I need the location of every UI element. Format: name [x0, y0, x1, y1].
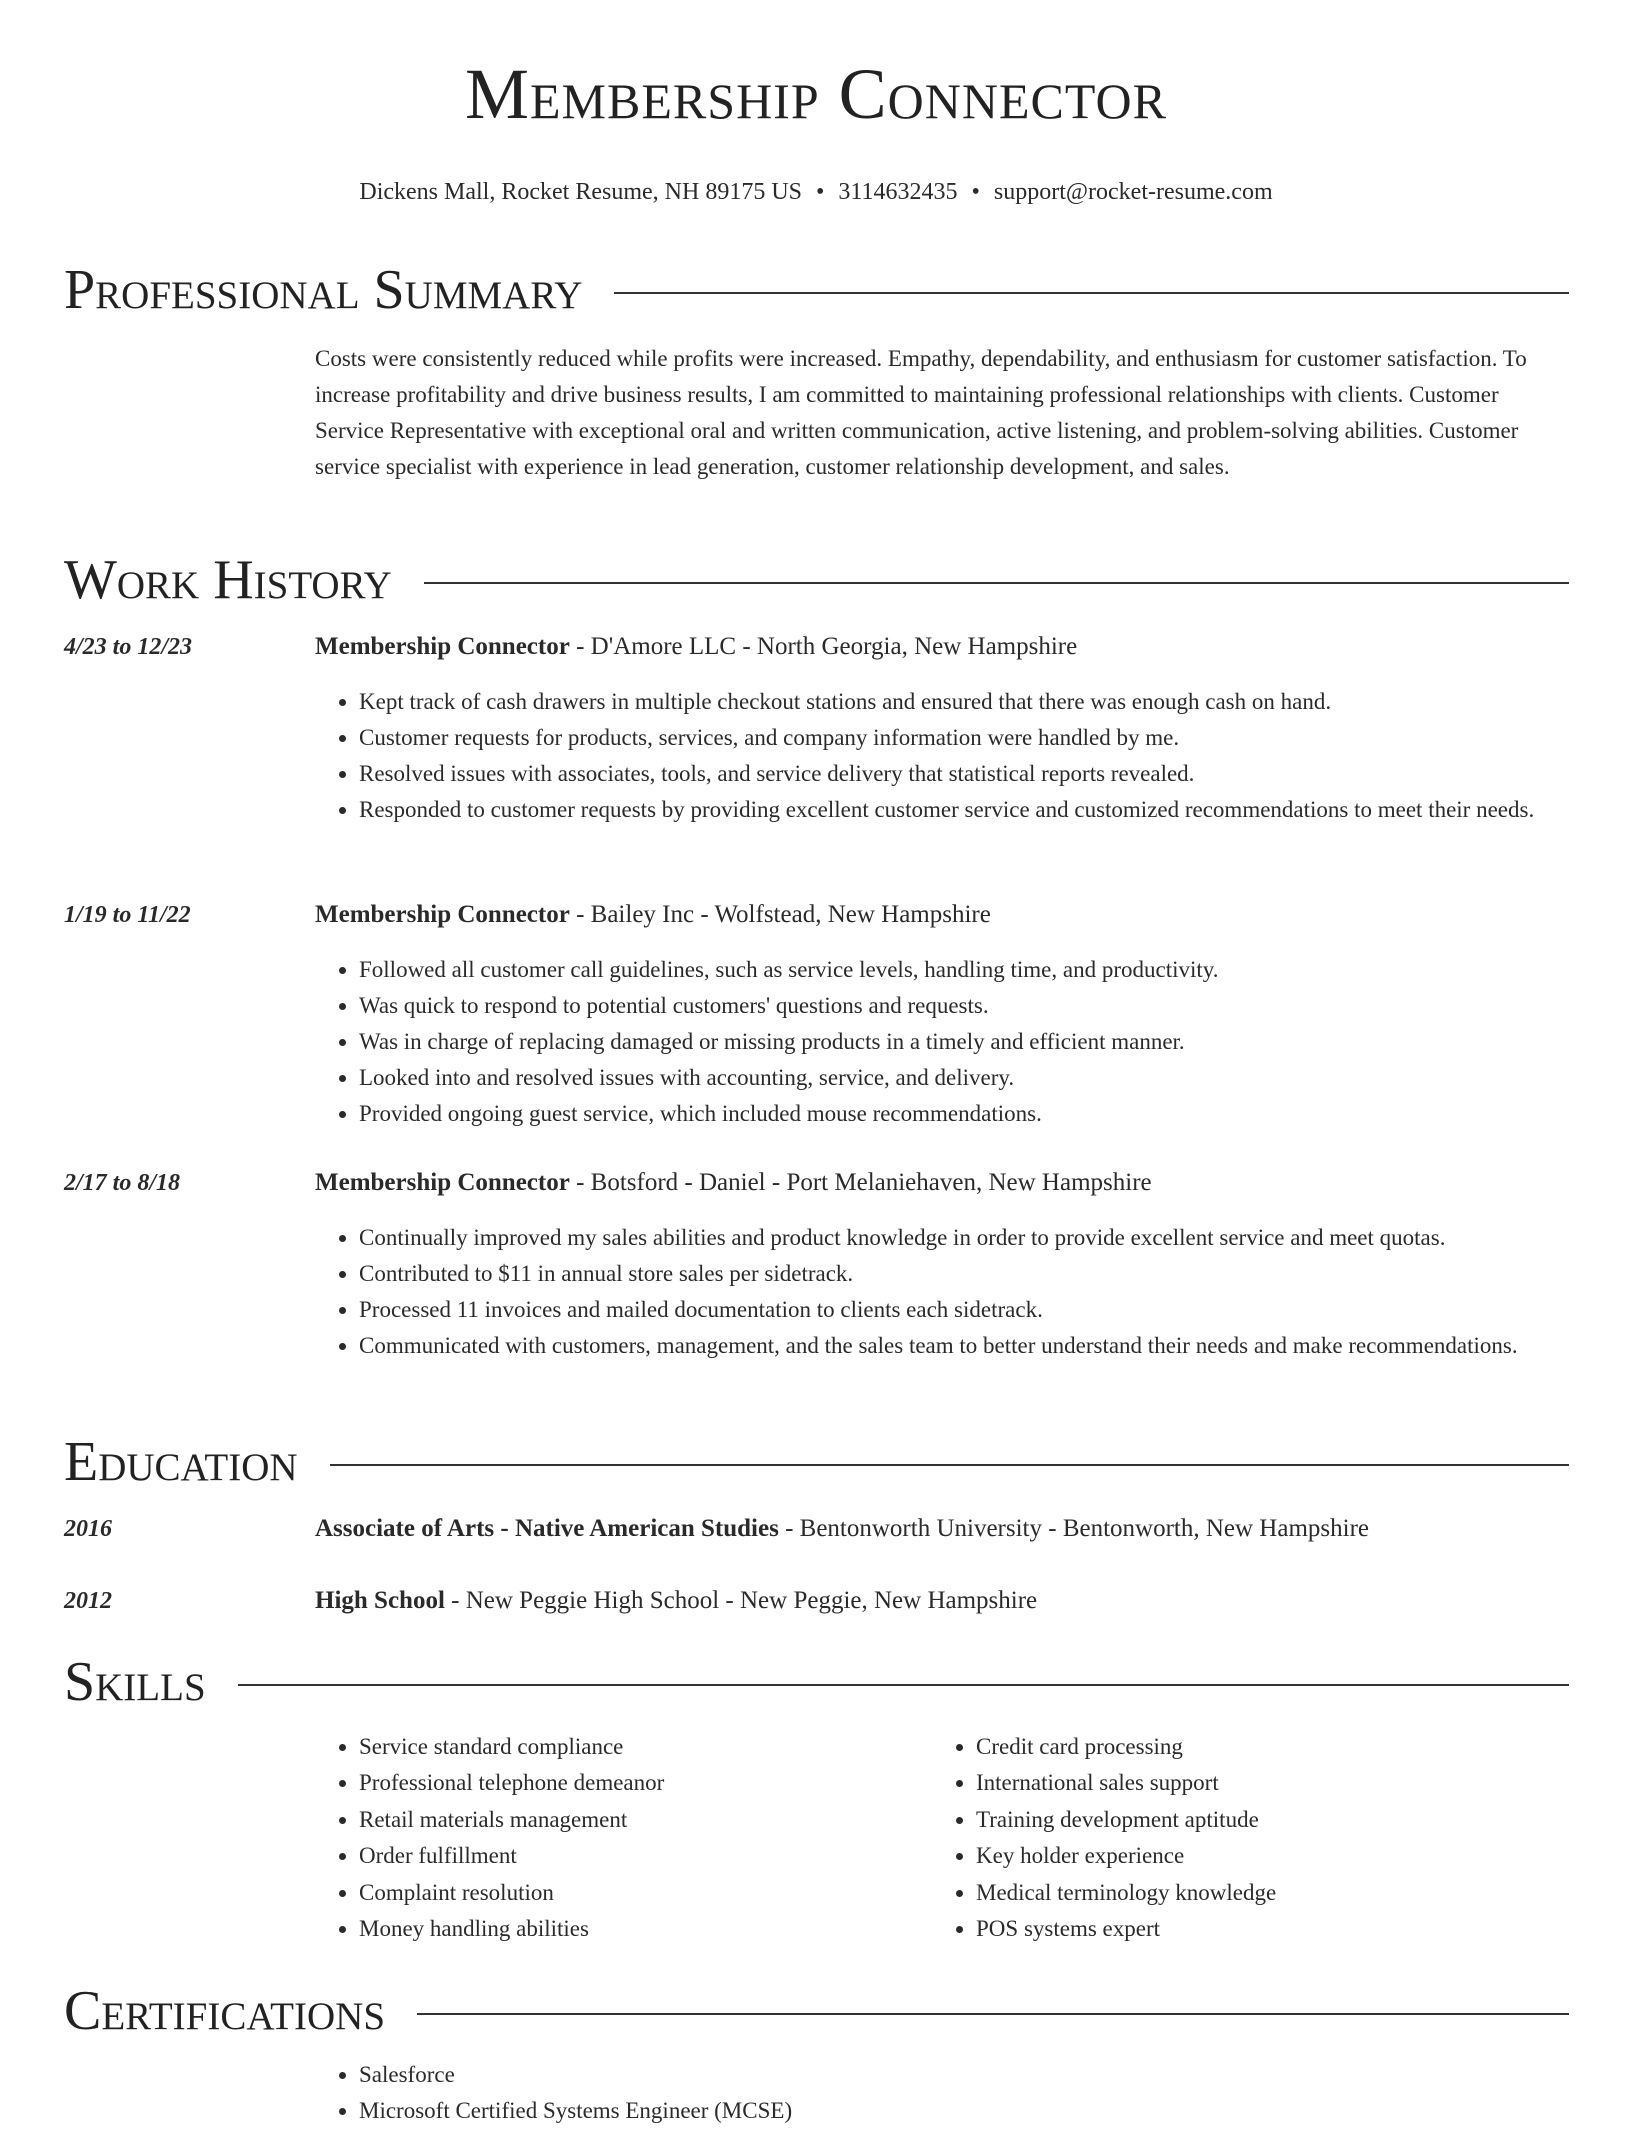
skill-item: • Money handling abilities	[359, 1911, 919, 1947]
section-divider	[614, 292, 1569, 294]
section-title-certifications	[64, 1980, 1569, 2042]
job-dates: 1/19 to 11/22	[64, 902, 191, 928]
certification-item: • Salesforce	[359, 2057, 1613, 2093]
education-year: 2016	[64, 1516, 112, 1542]
contact-line	[0, 176, 1632, 208]
list-item: • Looked into and resolved issues with accounting, service, and delivery.	[359, 1060, 1613, 1096]
education-entry	[315, 1585, 1037, 1617]
list-item: • Processed 11 invoices and mailed documentation to clients each sidetrack.	[359, 1292, 1613, 1328]
skill-item: • Complaint resolution	[359, 1875, 919, 1911]
section-title-text: Skills	[64, 1651, 206, 1713]
list-item: • Kept track of cash drawers in multiple checkout stations and ensured that there was enough cash on hand.	[359, 684, 1613, 720]
certifications-list	[315, 2057, 1613, 2129]
job-dates: 4/23 to 12/23	[64, 634, 193, 660]
education-details: - New Peggie High School - New Peggie, New Hampshire	[444, 1587, 1038, 1614]
skills-list-right	[932, 1729, 1536, 1947]
list-item: • Customer requests for products, services, and company information were handled by me.	[359, 720, 1613, 756]
skill-item: • POS systems expert	[976, 1911, 1536, 1947]
resume-name: Membership Connector	[465, 54, 1167, 134]
skills-list-left	[315, 1729, 919, 1947]
skill-item: • Key holder experience	[976, 1838, 1536, 1874]
section-title-skills	[64, 1651, 1569, 1713]
skill-item: • International sales support	[976, 1765, 1536, 1801]
education-entry	[315, 1513, 1369, 1545]
education-year: 2012	[64, 1588, 112, 1614]
section-title-summary	[64, 259, 1569, 321]
job-details: - D'Amore LLC - North Georgia, New Hampshire	[569, 633, 1078, 660]
section-divider	[330, 1464, 1569, 1466]
section-title-text: Professional Summary	[64, 259, 583, 321]
certification-item: • Microsoft Certified Systems Engineer (MCSE)	[359, 2093, 1613, 2129]
education-degree: Associate of Arts - Native American Studies	[315, 1515, 779, 1542]
contact-separator: •	[971, 179, 980, 205]
job-dates: 2/17 to 8/18	[64, 1170, 181, 1196]
section-title-text: Education	[64, 1431, 298, 1493]
skill-item: • Professional telephone demeanor	[359, 1765, 919, 1801]
job-title: Membership Connector	[315, 901, 570, 928]
list-item: • Was quick to respond to potential customers' questions and requests.	[359, 988, 1613, 1024]
list-item: • Resolved issues with associates, tools, and service delivery that statistical reports revealed.	[359, 756, 1613, 792]
contact-separator: •	[816, 179, 825, 205]
skill-item: • Order fulfillment	[359, 1838, 919, 1874]
list-item: • Contributed to $11 in annual store sales per sidetrack.	[359, 1256, 1613, 1292]
section-divider	[417, 2013, 1569, 2015]
job-heading	[315, 631, 1077, 663]
skill-item: • Medical terminology knowledge	[976, 1875, 1536, 1911]
job-bullets	[315, 684, 1613, 828]
job-title: Membership Connector	[315, 1169, 570, 1196]
job-details: - Bailey Inc - Wolfstead, New Hampshire	[569, 901, 991, 928]
job-heading	[315, 1167, 1152, 1199]
contact-address: Dickens Mall, Rocket Resume, NH 89175 US	[359, 179, 802, 205]
list-item: • Was in charge of replacing damaged or missing products in a timely and efficient manner.	[359, 1024, 1613, 1060]
list-item: • Communicated with customers, management, and the sales team to better understand their needs and make recommendations.	[359, 1328, 1613, 1364]
contact-email: support@rocket-resume.com	[993, 179, 1273, 205]
education-degree: High School	[315, 1587, 445, 1614]
job-bullets	[315, 1220, 1613, 1364]
summary-text: Costs were consistently reduced while profits were increased. Empathy, dependability, and enthusiasm for customer satisfaction. To increase profitability and drive business results, I am committed to maintaining professional relationships with clients. Customer Service Representative with exceptional oral and written communication, active listening, and problem-solving abilities. Customer service specialist with experience in lead generation, customer relationship development, and sales.	[315, 346, 1527, 479]
job-heading	[315, 899, 991, 931]
list-item: • Provided ongoing guest service, which included mouse recommendations.	[359, 1096, 1613, 1132]
job-bullets	[315, 952, 1613, 1132]
job-title: Membership Connector	[315, 633, 570, 660]
contact-phone: 3114632435	[838, 179, 958, 205]
education-details: - Bentonworth University - Bentonworth, New Hampshire	[778, 1515, 1370, 1542]
skill-item: • Retail materials management	[359, 1802, 919, 1838]
section-title-education	[64, 1431, 1569, 1493]
job-details: - Botsford - Daniel - Port Melaniehaven, New Hampshire	[569, 1169, 1152, 1196]
skill-item: • Training development aptitude	[976, 1802, 1536, 1838]
list-item: • Followed all customer call guidelines, such as service levels, handling time, and productivity.	[359, 952, 1613, 988]
section-divider	[424, 582, 1569, 584]
section-divider	[238, 1684, 1569, 1686]
list-item: • Responded to customer requests by providing excellent customer service and customized recommendations to meet their needs.	[359, 792, 1613, 828]
skill-item: • Service standard compliance	[359, 1729, 919, 1765]
section-title-text: Certifications	[64, 1980, 386, 2042]
skill-item: • Credit card processing	[976, 1729, 1536, 1765]
section-title-work	[64, 549, 1569, 611]
list-item: • Continually improved my sales abilities and product knowledge in order to provide excellent service and meet quotas.	[359, 1220, 1613, 1256]
section-title-text: Work History	[64, 549, 392, 611]
